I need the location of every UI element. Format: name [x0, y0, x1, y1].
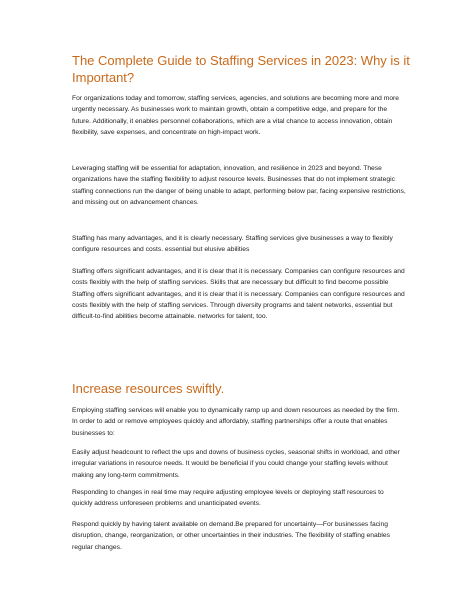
section-heading: Increase resources swiftly. [72, 381, 225, 396]
section-paragraph: Employing staffing services will enable you to dynamically ramp up and down resources as needed by the firm. In order to add or remove employees quickly and affordably, staffing partnerships offer a route that enables businesses to: [72, 407, 400, 437]
section-paragraph: Easily adjust headcount to reflect the ups and downs of business cycles, seasonal shifts in workload, and other irregular variations in resource needs. It would be beneficial if you could change your staffing levels without making any long-term commitments. [72, 449, 400, 479]
intro-paragraph: Staffing offers significant advantages, and it is clear that it is necessary. Companies can configure resources and costs flexibly with the help of staffing services. Skills that are necessary but difficult to find become possible Staffing offers significant advantages, and it is clear that it is necessary. Companies can configure resources and costs flexibly with the help of staffing services. Through diversity programs and talent networks, essential but difficult-to-find abilities become attainable. networks for talent, too. [72, 268, 405, 321]
main-heading: The Complete Guide to Staffing Services in 2023: Why is it Important? [72, 53, 410, 85]
intro-paragraph: Staffing has many advantages, and it is clearly necessary. Staffing services give businesses a way to flexibly configure resources and costs. essential but elusive abilities [72, 235, 393, 254]
intro-paragraph: For organizations today and tomorrow, staffing services, agencies, and solutions are becoming more and more urgently necessary. As businesses work to maintain growth, obtain a competitive edge, and prepare for the future. Additionally, it enables personnel collaborations, which are a vital chance to access innovation, obtain flexibility, save expenses, and concentrate on high-impact work. [72, 95, 399, 136]
section-paragraph: Respond quickly by having talent available on demand.Be prepared for uncertainty—For businesses facing disruption, change, reorganization, or other uncertainties in their industries. The flexibility of staffing enables regular changes. [72, 521, 390, 551]
intro-paragraph: Leveraging staffing will be essential for adaptation, innovation, and resilience in 2023 and beyond. These organizations have the staffing flexibility to adjust resource levels. Businesses that do not implement strategic staffing connections run the danger of being unable to adapt, performing below par, facing expensive restrictions, and missing out on advancement chances. [72, 165, 406, 206]
section-paragraph: Responding to changes in real time may require adjusting employee levels or deploying staff resources to quickly address unforeseen problems and unanticipated events. [72, 489, 384, 508]
